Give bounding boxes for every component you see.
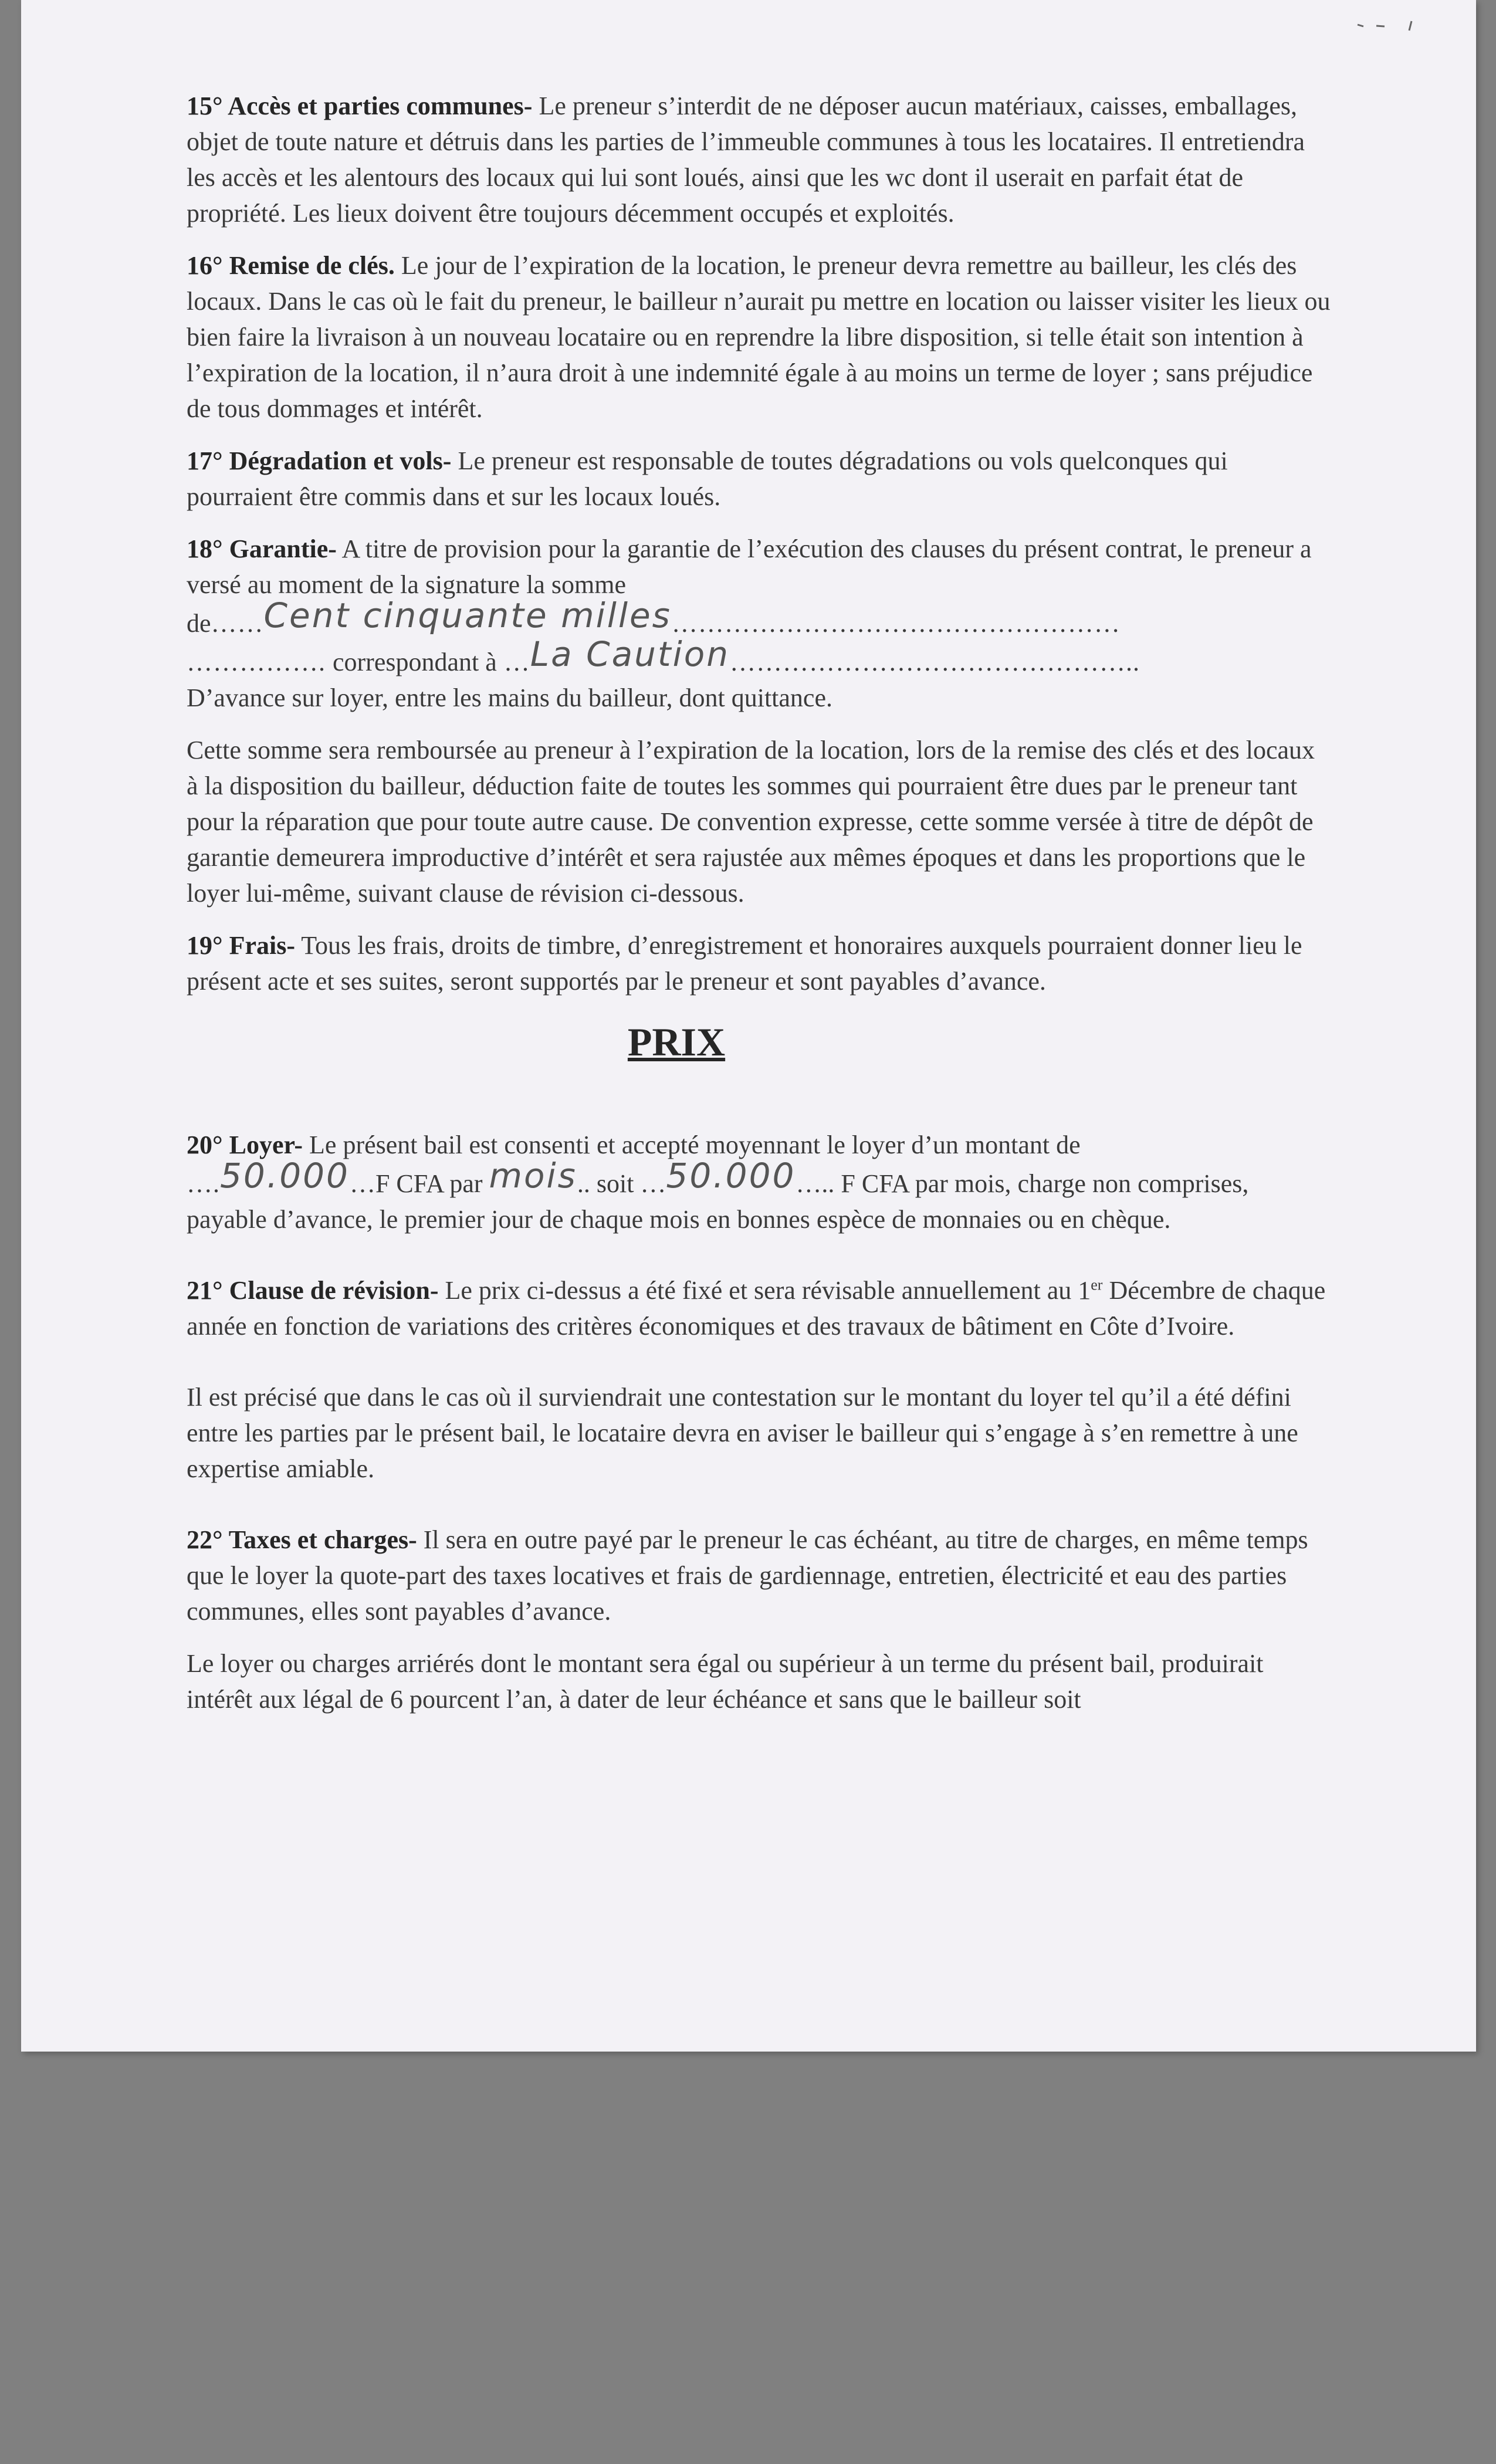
document-page [21,0,1476,2052]
clause-20-body: Le présent bail est consenti et accepté moyennant le loyer d’un montant de [303,1131,1081,1159]
correspondant-label: correspondant à [333,648,497,676]
dotted-line: ……………. [187,648,333,676]
clause-19-heading: 19° Frais- [187,931,296,960]
clause-21-body-a: Le prix ci-dessus a été fixé et sera révisable annuellement au 1 [438,1276,1091,1305]
clause-19 [187,928,1331,999]
clause-18-tail: D’avance sur loyer, entre les mains du bailleur, dont quittance. [187,683,832,712]
scan-mark-icon [1353,18,1423,35]
clause-21-heading: 21° Clause de révision- [187,1276,439,1305]
clause-20-text-c: ….. F CFA par mois, charge non comprises, payable d’avance, le premier jour de chaque mois en bonnes espèce de monnaies ou en chèque. [187,1169,1249,1234]
document-body [187,88,1331,1734]
handwritten-correspondant: La Caution [530,634,730,674]
clause-15-heading: 15° Accès et parties communes- [187,92,533,120]
clause-21 [187,1272,1331,1344]
clause-18-de-label: de [187,609,211,638]
clause-21-body-b: Décembre de chaque année en fonction de variations des critères économiques et des travaux de bâtiment en Côte d’Ivoire. [187,1276,1326,1341]
superscript-er: er [1091,1276,1103,1294]
clause-20 [187,1127,1331,1237]
dotted-line: … [496,648,530,676]
clause-21-paragraph-2: Il est précisé que dans le cas où il surviendrait une contestation sur le montant du loyer tel qu’il a été défini entre les parties par le présent bail, le locataire devra en aviser le bailleur qui s’engage à s’en remettre à une expertise amiable. [187,1383,1298,1483]
dotted-line: …. [187,1169,220,1198]
handwritten-period: mois [489,1156,577,1196]
dotted-line: ……………………………………….. [729,648,1140,676]
clause-17-heading: 17° Dégradation et vols- [187,446,452,475]
clause-18-body: A titre de provision pour la garantie de l’exécution des clauses du présent contrat, le preneur a versé au moment de la signature la somme [187,534,1312,599]
dotted-line: …………………………………………… [671,609,1121,638]
clause-18-paragraph-2: Cette somme sera remboursée au preneur à l’expiration de la location, lors de la remise des clés et des locaux à la disposition du bailleur, déduction faite de toutes les sommes qui pourraient être dues par le preneur tant pour la réparation que pour toute autre cause. De convention expresse, cette somme versée à titre de dépôt de garantie demeurera improductive d’intérêt et sera rajustée aux mêmes époques et dans les proportions que le loyer lui-même, suivant clause de révision ci-dessous. [187,736,1315,908]
clause-17 [187,443,1331,515]
clause-15-body: Le preneur s’interdit de ne déposer aucun matériaux, caisses, emballages, objet de toute nature et détruis dans les parties de l’immeuble communes à tous les locataires. Il entretiendra les accès et les alentours des locaux qui lui sont loués, ainsi que les wc dont il userait en parfait état de propriété. Les lieux doivent être toujours décemment occupés et exploités. [187,92,1305,228]
clause-16-body: Le jour de l’expiration de la location, le preneur devra remettre au bailleur, les clés des locaux. Dans le cas où le fait du preneur, le bailleur n’aurait pu mettre en location ou laisser visiter les lieux ou bien faire la livraison à un nouveau locataire ou en reprendre la libre disposition, si telle était son intention à l’expiration de la location, il n’aura droit à une indemnité égale à au moins un terme de loyer ; sans préjudice de tous dommages et intérêt. [187,251,1331,423]
clause-20-text-a: …F CFA par [349,1169,489,1198]
section-title-prix: PRIX [627,1020,726,1064]
handwritten-rent-amount: 50.000 [220,1156,350,1196]
clause-16-heading: 16° Remise de clés. [187,251,395,280]
clause-19-body: Tous les frais, droits de timbre, d’enregistrement et honoraires auxquels pourraient donner lieu le présent acte et ses suites, seront supportés par le preneur et sont payables d’avance. [187,931,1302,996]
clause-20-text-b: .. soit … [577,1169,666,1198]
handwritten-rent-amount-2: 50.000 [666,1156,796,1196]
handwritten-amount-words: Cent cinquante milles [263,595,672,635]
clause-22 [187,1522,1331,1629]
clause-18-heading: 18° Garantie- [187,534,337,563]
clause-16 [187,248,1331,427]
dotted-line: …… [211,609,264,638]
clause-17-body: Le preneur est responsable de toutes dégradations ou vols quelconques qui pourraient être commis dans et sur les locaux loués. [187,446,1228,511]
clause-22-body: Il sera en outre payé par le preneur le cas échéant, au titre de charges, en même temps que le loyer la quote-part des taxes locatives et frais de gardiennage, entretien, électricité et eau des parties communes, elles sont payables d’avance. [187,1525,1308,1626]
clause-18 [187,531,1331,716]
clause-22-heading: 22° Taxes et charges- [187,1525,417,1554]
clause-15 [187,88,1331,231]
clause-22-paragraph-2: Le loyer ou charges arriérés dont le montant sera égal ou supérieur à un terme du présent bail, produirait intérêt aux légal de 6 pourcent l’an, à dater de leur échéance et sans que le bailleur soit [187,1649,1264,1714]
clause-20-heading: 20° Loyer- [187,1131,303,1159]
